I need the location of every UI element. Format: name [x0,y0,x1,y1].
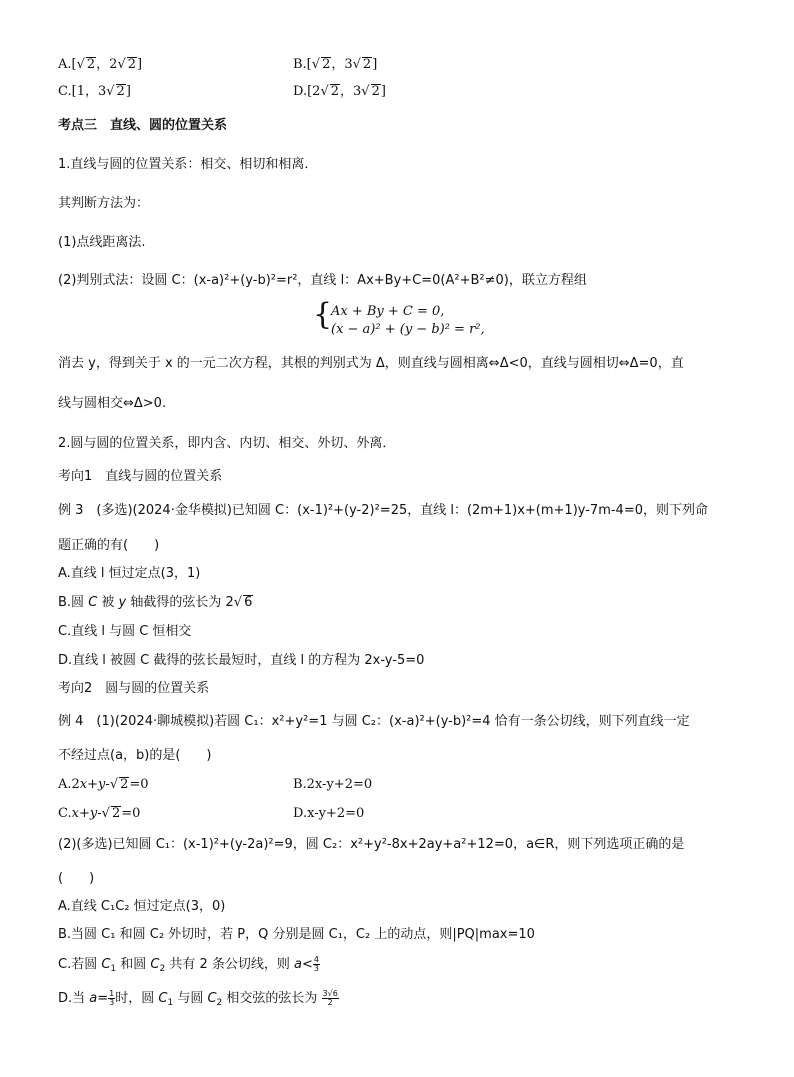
paragraph-item1: 1.直线与圆的位置关系：相交、相切和相离． [58,157,318,172]
example3-option-c: C.直线 l 与圆 C 恒相交 [58,624,192,639]
example3-line-1: 例 3 (多选)(2024·金华模拟)已知圆 C：(x-1)²+(y-2)²=25，直线 l：(2m+1)x+(m+1)y-7m-4=0，则下列命 [58,503,708,518]
subsection-title-2: 考向2 圆与圆的位置关系 [58,681,210,696]
example4-p1-option-a: A.2x+y-√ 2=0 [58,777,149,792]
example4-p2-line-1: (2)(多选)已知圆 C₁：(x-1)²+(y-2a)²=9，圆 C₂：x²+y²-8x+2ay+a²+12=0，a∈R，则下列选项正确的是 [58,837,685,852]
example4-p2-option-d: D.当 a= $\frac{1}{3}$ 时，圆 $C_1$ 与圆 $C_2$ 相交弦的弦长为 $\frac{3√6}{2}$ [58,989,338,1008]
equation-line-1: Ax + By + C = 0, [331,304,445,319]
equation-brace: { [313,297,333,332]
paragraph-elim-2: 线与圆相交⇔Δ>0. [58,396,167,411]
example4-p1-option-c: C.x+y-√ 2=0 [58,806,141,821]
paragraph-method-1: (1)点线距离法. [58,235,146,250]
paragraph-item2: 2.圆与圆的位置关系，即内含、内切、相交、外切、外离． [58,436,396,451]
example3-line-2: 题正确的有( ) [58,538,160,553]
example4-p1-option-d: D.x-y+2=0 [293,806,365,821]
example3-option-b: B.圆 C 被 y 轴截得的弦长为 2√ 6 [58,595,253,610]
prev-option-a: A.[√ 2，2√ 2] [58,57,143,72]
prev-option-b: B.[√ 2，3√ 2] [293,57,378,72]
paragraph-elim-1: 消去 y，得到关于 x 的一元二次方程，其根的判别式为 Δ，则直线与圆相离⇔Δ<0，直线与圆相切⇔Δ=0，直 [58,356,684,371]
example4-p2-line-2: ( ) [58,871,95,886]
example4-line-1: 例 4 (1)(2024·聊城模拟)若圆 C₁：x²+y²=1 与圆 C₂：(x-a)²+(y-b)²=4 恰有一条公切线，则下列直线一定 [58,714,690,729]
example4-p1-option-b: B.2x-y+2=0 [293,777,373,792]
subsection-title-1: 考向1 直线与圆的位置关系 [58,469,223,484]
section-title: 考点三 直线、圆的位置关系 [58,118,228,133]
example4-p2-option-b: B.当圆 C₁ 和圆 C₂ 外切时，若 P，Q 分别是圆 C₁，C₂ 上的动点，则|PQ|max=10 [58,927,535,942]
example4-line-2: 不经过点(a，b)的是( ) [58,748,212,763]
paragraph-method-head: 其判断方法为： [58,196,150,211]
equation-line-2: (x − a)² + (y − b)² = r², [331,322,485,337]
prev-option-c: C.[1，3√ 2] [58,84,131,99]
example3-option-a: A.直线 l 恒过定点(3，1) [58,566,201,581]
paragraph-method-2: (2)判别式法：设圆 C：(x-a)²+(y-b)²=r²，直线 l：Ax+By+C=0(A²+B²≠0)，联立方程组 [58,273,587,288]
example4-p2-option-a: A.直线 C₁C₂ 恒过定点(3，0) [58,899,226,914]
example3-option-d: D.直线 l 被圆 C 截得的弦长最短时，直线 l 的方程为 2x-y-5=0 [58,653,425,668]
prev-option-d: D.[2√ 2，3√ 2] [293,84,386,99]
example4-p2-option-c: C.若圆 $C_1$ 和圆 $C_2$ 共有 2 条公切线，则 a< $\frac{4}{3}$ [58,955,320,974]
